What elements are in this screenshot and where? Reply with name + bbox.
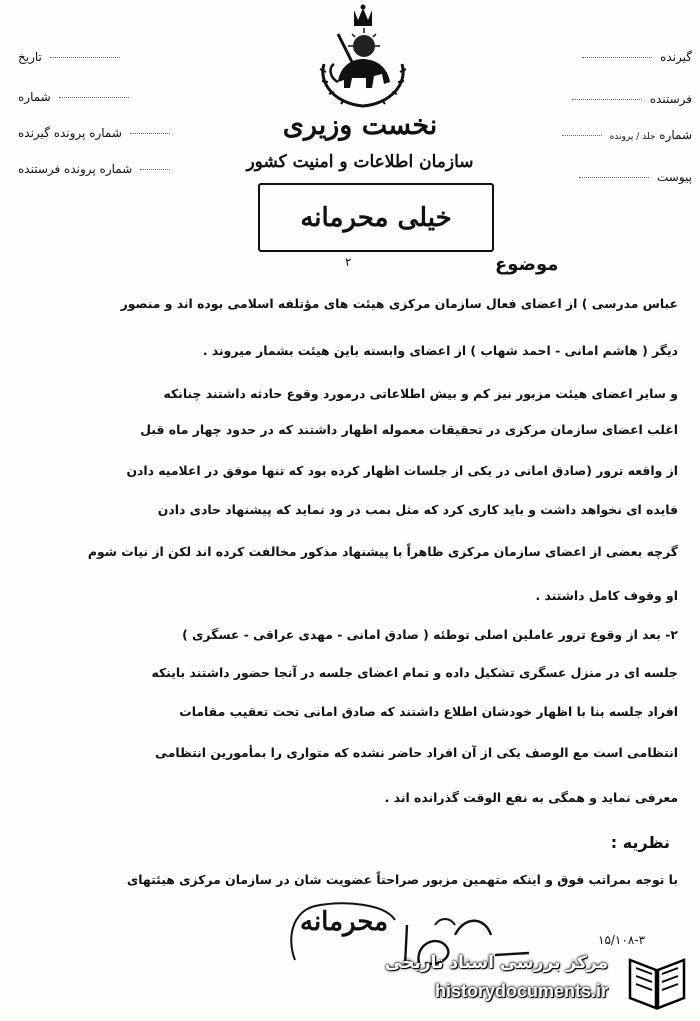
date-field <box>18 50 124 64</box>
body-line-5: از واقعه ترور (صادق امانی در یکی از جلسات اظهار کرده بود که تنها موفق در اعلامیه دادن <box>126 463 678 478</box>
small-mark: ۲ <box>345 255 352 269</box>
receiver-file-dots <box>130 133 170 134</box>
body-line-10: جلسه ای در منزل عسگری تشکیل داده و تمام اعضای جلسه در آنجا حضور داشتند باینکه <box>151 665 678 680</box>
date-dots <box>50 57 120 58</box>
reference-number: ۱۵/۱۰۸-۳ <box>598 933 646 947</box>
body-line-8: او وقوف کامل داشتند . <box>535 588 678 603</box>
receiver-file-label: شماره پرونده گیرنده <box>18 126 122 140</box>
body-line-9: ۲- بعد از وقوع ترور عاملین اصلی توطئه ( صادق امانی - مهدی عراقی - عسگری ) <box>182 627 678 642</box>
body-line-6: فایده ای نخواهد داشت و باید کاری کرد که مثل بمب در ود نماید که پیشنهاد حادی دادن <box>157 502 678 517</box>
receiver-file-field <box>18 126 174 140</box>
opinion-text: با توجه بمراتب فوق و اینکه متهمین مزبور صراحتاً عضویت شان در سازمان مرکزی هیئتهای <box>126 872 678 887</box>
classification-stamp <box>258 183 494 252</box>
office-subtitle: سازمان اطلاعات و امنیت کشور <box>246 152 474 172</box>
attachment-field <box>575 170 692 184</box>
sender-file-field <box>18 162 174 176</box>
number-field-right <box>558 128 692 144</box>
archive-logo-icon <box>622 952 692 1012</box>
office-title: نخست وزیری <box>282 110 438 141</box>
number-dots-left <box>59 97 129 98</box>
number-label-left: شماره <box>18 90 51 104</box>
sender-field <box>568 92 692 106</box>
watermark-title: مرکز بررسی اسناد تاریخی <box>385 953 608 973</box>
number-label-right: شماره <box>659 128 692 142</box>
watermark-url: historydocuments.ir <box>434 981 608 1001</box>
date-label: تاریخ <box>18 50 42 64</box>
body-line-1: عباس مدرسی ) از اعضای فعال سازمان مرکزی هیئت های مؤتلفه اسلامی بوده اند و منصور <box>120 296 678 311</box>
sender-file-dots <box>140 169 170 170</box>
receiver-field <box>578 50 692 64</box>
body-line-12: انتظامی است مع الوصف یکی از آن افراد حاضر نشده که متواری را بمأمورین انتظامی <box>155 745 678 760</box>
receiver-label: گیرنده <box>660 50 692 64</box>
body-line-2: دیگر ( هاشم امانی - احمد شهاب ) از اعضای وابسته باین هیئت بشمار میروند . <box>202 343 678 358</box>
sender-label: فرستنده <box>649 92 692 106</box>
body-line-11: افراد جلسه بنا با اظهار خودشان اطلاع داشتند که صادق امانی تحت تعقیب مقامات <box>179 704 678 719</box>
sender-file-label: شماره پرونده فرستنده <box>18 162 133 176</box>
sender-dots <box>572 99 642 100</box>
lion-and-sun-emblem-icon <box>308 4 418 114</box>
attachment-dots <box>579 177 649 178</box>
body-line-7: گرچه بعضی از اعضای سازمان مرکزی ظاهراً با پیشنهاد مذکور مخالفت کرده اند لکن از نیات شوم <box>87 544 678 559</box>
body-line-4: اغلب اعضای سازمان مرکزی در تحقیقات معموله اظهار داشتند که در حدود چهار ماه قبل <box>140 422 678 437</box>
subject-label: موضوع <box>495 254 559 275</box>
opinion-label: نظریه : <box>610 833 670 852</box>
attachment-label: پیوست <box>657 170 692 184</box>
number-dots-right <box>562 135 602 136</box>
body-line-13: معرفی نماید و همگی به نفع الوقت گذرانده اند . <box>384 790 678 805</box>
number-sub-label: جلد / پرونده <box>609 132 656 142</box>
body-line-3: و سایر اعضای هیئت مزبور نیز کم و بیش اطلاعاتی درمورد وقوع حادثه داشتند چنانکه <box>163 386 678 401</box>
confidential-stamp-text: محرمانه <box>300 907 389 937</box>
classification-stamp-text: خیلی محرمانه <box>300 202 452 233</box>
number-field-left <box>18 90 133 104</box>
receiver-dots <box>582 57 652 58</box>
